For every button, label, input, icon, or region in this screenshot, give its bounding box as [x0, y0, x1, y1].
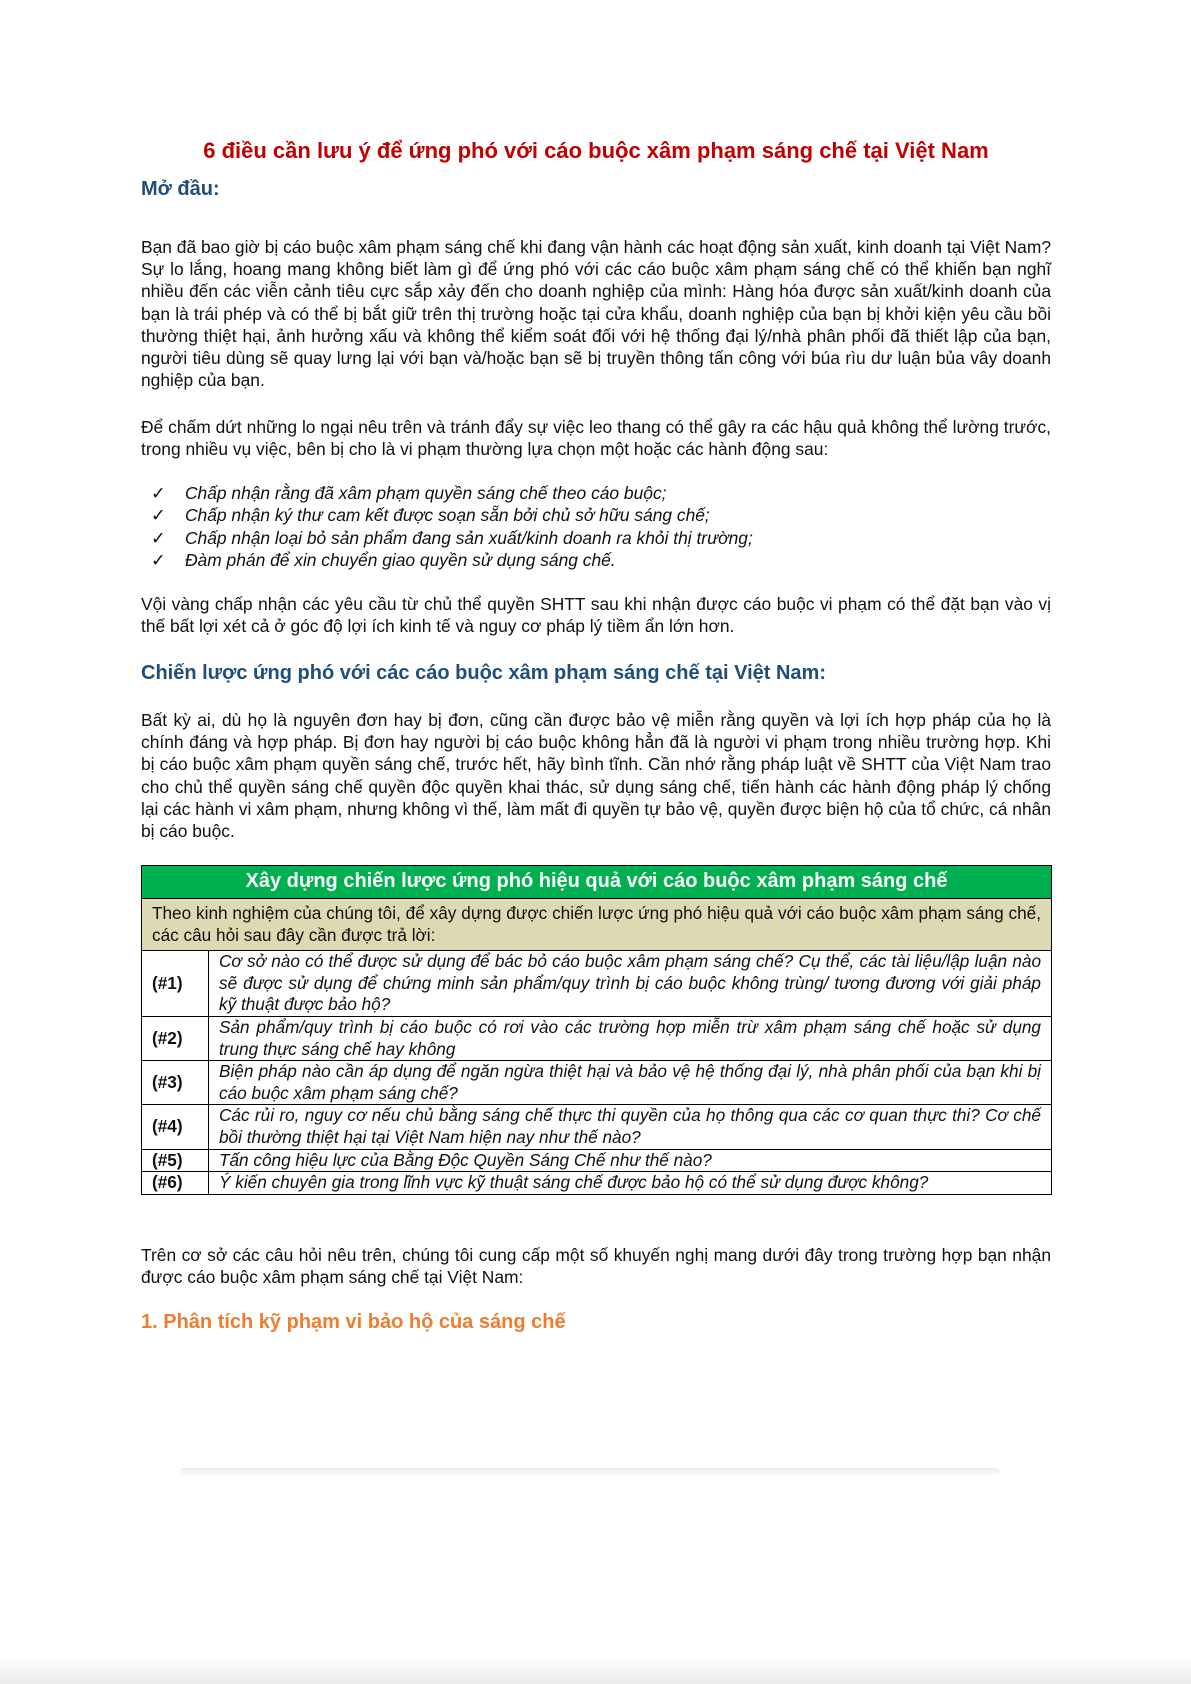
intro-paragraph-1: Bạn đã bao giờ bị cáo buộc xâm phạm sáng chế khi đang vận hành các hoạt động sản xuất, kinh doanh tại Việt Nam? Sự lo lắng, hoang mang không biết làm gì để ứng phó với các cáo buộc xâm phạm sáng chế có thể khiến bạn nghĩ nhiều đến các viễn cảnh tiêu cực sắp xảy đến cho doanh nghiệp của mình: Hàng hóa được sản xuất/kinh doanh của bạn là trái phép và có thể bị bắt giữ trên thị trường hoặc tại cửa khẩu, doanh nghiệp của bạn bị khởi kiện yêu cầu bồi thường thiệt hại, ảnh hưởng xấu và không thể kiểm soát đối với hệ thống đại lý/nhà phân phối đã thiết lập của bạn, người tiêu dùng sẽ quay lưng lại với bạn và/hoặc bạn sẽ bị truyền thông tấn công với búa rìu dư luận bủa vây doanh nghiệp của bạn.: [141, 237, 1051, 391]
question-text: Tấn công hiệu lực của Bằng Độc Quyền Sáng Chế như thế nào?: [209, 1149, 1052, 1172]
checkmark-icon: ✓: [151, 483, 166, 503]
question-text: Các rủi ro, nguy cơ nếu chủ bằng sáng chế thực thi quyền của họ thông qua các cơ quan thực thi? Cơ chế bồi thường thiệt hại tại Việt Nam hiện nay như thế nào?: [209, 1105, 1052, 1149]
check-list-item: [151, 482, 1031, 504]
table-row: [142, 1149, 1052, 1172]
check-list-item: [151, 504, 1031, 526]
table-row: [142, 1172, 1052, 1195]
table-row: [142, 1105, 1052, 1149]
question-number: (#4): [142, 1105, 209, 1149]
question-text: Ý kiến chuyên gia trong lĩnh vực kỹ thuật sáng chế được bảo hộ có thể sử dụng được không?: [209, 1172, 1052, 1195]
question-number: (#6): [142, 1172, 209, 1195]
section-1-heading: 1. Phân tích kỹ phạm vi bảo hộ của sáng chế: [141, 1311, 566, 1333]
check-item-text: Chấp nhận rằng đã xâm phạm quyền sáng chế theo cáo buộc;: [185, 483, 667, 503]
strategy-heading: Chiến lược ứng phó với các cáo buộc xâm phạm sáng chế tại Việt Nam:: [141, 662, 826, 684]
checkmark-icon: ✓: [151, 527, 166, 548]
intro-heading: Mở đầu:: [141, 178, 220, 200]
strategy-table: [141, 865, 1052, 1195]
check-list-item: [151, 549, 1031, 571]
check-list: [151, 482, 1031, 571]
question-text: Biện pháp nào cần áp dụng để ngăn ngừa thiệt hại và bảo vệ hệ thống đại lý, nhà phân phối của bạn khi bị cáo buộc xâm phạm sáng chế?: [209, 1061, 1052, 1105]
table-header: Xây dựng chiến lược ứng phó hiệu quả với cáo buộc xâm phạm sáng chế: [142, 866, 1052, 899]
closing-paragraph: Trên cơ sở các câu hỏi nêu trên, chúng tôi cung cấp một số khuyến nghị mang dưới đây trong trường hợp bạn nhận được cáo buộc xâm phạm sáng chế tại Việt Nam:: [141, 1245, 1051, 1288]
table-row: [142, 1061, 1052, 1105]
question-text: Cơ sở nào có thể được sử dụng để bác bỏ cáo buộc xâm phạm sáng chế? Cụ thể, các tài liệu/lập luận nào sẽ được sử dụng để chứng minh sản phẩm/quy trình bị cáo buộc không trùng/ tương đương với giải pháp kỹ thuật được bảo hộ?: [209, 951, 1052, 1017]
intro-paragraph-2: Để chấm dứt những lo ngại nêu trên và tránh đẩy sự việc leo thang có thể gây ra các hậu quả không thể lường trước, trong nhiều vụ việc, bên bị cho là vi phạm thường lựa chọn một hoặc các hành động sau:: [141, 417, 1051, 460]
question-text: Sản phẩm/quy trình bị cáo buộc có rơi vào các trường hợp miễn trừ xâm phạm sáng chế hoặc sử dụng trung thực sáng chế hay không: [209, 1016, 1052, 1060]
check-item-text: Chấp nhận ký thư cam kết được soạn sẵn bởi chủ sở hữu sáng chế;: [185, 505, 710, 526]
check-list-item: [151, 527, 1031, 549]
question-number: (#3): [142, 1061, 209, 1105]
page-bottom-edge: [0, 1656, 1191, 1684]
table-row: [142, 951, 1052, 1017]
checkmark-icon: ✓: [151, 505, 166, 526]
table-intro: Theo kinh nghiệm của chúng tôi, để xây dựng được chiến lược ứng phó hiệu quả với cáo buộc xâm phạm sáng chế, các câu hỏi sau đây cần được trả lời:: [142, 899, 1052, 951]
question-number: (#5): [142, 1149, 209, 1172]
strategy-paragraph: Bất kỳ ai, dù họ là nguyên đơn hay bị đơn, cũng cần được bảo vệ miễn rằng quyền và lợi ích hợp pháp của họ là chính đáng và hợp pháp. Bị đơn hay người bị cáo buộc không hẳn đã là người vi phạm trong nhiều trường hợp. Khi bị cáo buộc xâm phạm quyền sáng chế, trước hết, hãy bình tĩnh. Cần nhớ rằng pháp luật về SHTT của Việt Nam trao cho chủ thể quyền sáng chế quyền độc quyền khai thác, sử dụng sáng chế, tiến hành các hành động pháp lý chống lại các hành vi xâm phạm, nhưng không vì thế, làm mất đi quyền tự bảo vệ, quyền được biện hộ của tổ chức, cá nhân bị cáo buộc.: [141, 710, 1051, 842]
intro-paragraph-3: Vội vàng chấp nhận các yêu cầu từ chủ thể quyền SHTT sau khi nhận được cáo buộc vi phạm có thể đặt bạn vào vị thế bất lợi xét cả ở góc độ lợi ích kinh tế và nguy cơ pháp lý tiềm ẩn lớn hơn.: [141, 594, 1051, 637]
check-item-text: Đàm phán để xin chuyển giao quyền sử dụng sáng chế.: [185, 549, 616, 570]
page-title: 6 điều cần lưu ý để ứng phó với cáo buộc xâm phạm sáng chế tại Việt Nam: [203, 138, 989, 163]
question-number: (#1): [142, 951, 209, 1017]
check-item-text: Chấp nhận loại bỏ sản phẩm đang sản xuất/kinh doanh ra khỏi thị trường;: [185, 527, 753, 548]
question-number: (#2): [142, 1016, 209, 1060]
page-shadow-divider: [180, 1468, 1000, 1476]
checkmark-icon: ✓: [151, 549, 166, 570]
table-row: [142, 1016, 1052, 1060]
